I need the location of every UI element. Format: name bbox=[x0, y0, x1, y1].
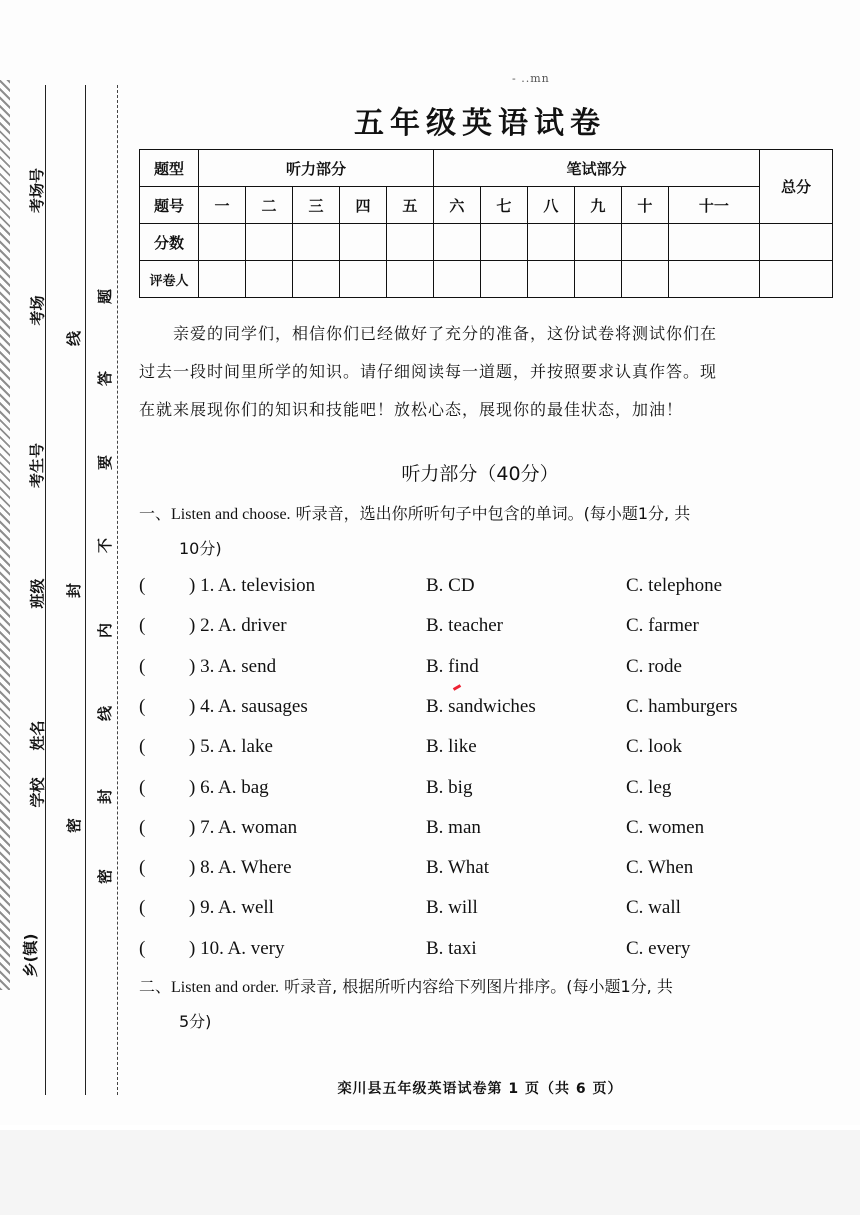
grader-cell[interactable] bbox=[245, 261, 292, 298]
seal-char-4: 不 bbox=[96, 537, 115, 554]
score-cell[interactable] bbox=[574, 224, 621, 261]
seal-char-3: 要 bbox=[96, 454, 115, 471]
question-row bbox=[139, 656, 839, 686]
intro-line-1: 亲爱的同学们，相信你们已经做好了充分的准备，这份试卷将测试你们在 bbox=[173, 324, 718, 343]
label-school: 学校 bbox=[28, 777, 47, 808]
cell-num-8: 八 bbox=[527, 187, 574, 224]
option-b: B. big bbox=[426, 776, 473, 798]
q2-english: Listen and order. bbox=[171, 979, 279, 996]
option-c: C. leg bbox=[626, 776, 672, 798]
cell-num-11: 十一 bbox=[668, 187, 759, 224]
score-cell[interactable] bbox=[668, 224, 759, 261]
binding-line-dashed bbox=[117, 85, 118, 1095]
question-row bbox=[139, 575, 839, 605]
score-cell[interactable] bbox=[760, 224, 833, 261]
score-cell[interactable] bbox=[621, 224, 668, 261]
q1-chinese: 听录音，选出你所听句子中包含的单词。(每小题1分, 共 bbox=[290, 504, 691, 523]
seal-char-8: 密 bbox=[96, 868, 115, 885]
score-cell[interactable] bbox=[527, 224, 574, 261]
question-2-heading bbox=[139, 970, 839, 1039]
option-c: C. When bbox=[626, 857, 694, 879]
answer-blank[interactable]: ( bbox=[139, 857, 146, 879]
grader-cell[interactable] bbox=[199, 261, 246, 298]
cell-num-3: 三 bbox=[292, 187, 339, 224]
label-candidate-no: 考生号 bbox=[28, 442, 47, 489]
score-cell[interactable] bbox=[292, 224, 339, 261]
cell-num-10: 十 bbox=[621, 187, 668, 224]
q1-prefix: 一、 bbox=[139, 504, 172, 523]
q2-chinese: 听录音, 根据所听内容给下列图片排序。(每小题1分, 共 bbox=[278, 977, 673, 996]
option-a: ) 8. A. Where bbox=[189, 857, 292, 879]
option-a: ) 3. A. send bbox=[189, 655, 277, 677]
label-exam-room: 考场 bbox=[28, 295, 47, 326]
label-town: 乡(镇) bbox=[21, 933, 40, 978]
seal-char-7: 封 bbox=[96, 788, 115, 805]
cell-number-label: 题号 bbox=[140, 187, 199, 224]
option-a: ) 7. A. woman bbox=[189, 816, 298, 838]
answer-blank[interactable]: ( bbox=[139, 655, 146, 677]
score-cell[interactable] bbox=[199, 224, 246, 261]
cell-num-2: 二 bbox=[245, 187, 292, 224]
question-row bbox=[139, 897, 839, 927]
bottom-margin bbox=[0, 1130, 860, 1215]
cell-num-7: 七 bbox=[480, 187, 527, 224]
seal-char-2: 答 bbox=[96, 370, 115, 387]
grader-cell[interactable] bbox=[574, 261, 621, 298]
question-row bbox=[139, 696, 839, 726]
answer-blank[interactable]: ( bbox=[139, 897, 146, 919]
cell-num-6: 六 bbox=[433, 187, 480, 224]
label-line: 线 bbox=[65, 330, 84, 347]
answer-blank[interactable]: ( bbox=[139, 736, 146, 758]
option-c: C. every bbox=[626, 937, 691, 959]
intro-line-3: 在就来展现你们的知识和技能吧！放松心态，展现你的最佳状态，加油！ bbox=[139, 400, 684, 419]
score-cell[interactable] bbox=[386, 224, 433, 261]
cell-total: 总分 bbox=[760, 150, 833, 224]
intro-line-2: 过去一段时间里所学的知识。请仔细阅读每一道题，并按照要求认真作答。现 bbox=[139, 362, 718, 381]
label-name: 姓名 bbox=[28, 720, 47, 751]
option-b: B. CD bbox=[426, 575, 475, 596]
answer-blank[interactable]: ( bbox=[139, 937, 146, 959]
cell-grader-label: 评卷人 bbox=[140, 261, 199, 298]
option-a: ) 2. A. driver bbox=[189, 615, 287, 637]
grader-cell[interactable] bbox=[480, 261, 527, 298]
option-b: B. like bbox=[426, 736, 477, 758]
cell-listening: 听力部分 bbox=[199, 150, 434, 187]
score-table bbox=[139, 149, 833, 298]
option-c: C. wall bbox=[626, 897, 681, 919]
option-a: ) 10. A. very bbox=[189, 937, 285, 959]
option-b: B. find bbox=[426, 655, 479, 677]
option-a: ) 5. A. lake bbox=[189, 736, 273, 758]
option-c: C. rode bbox=[626, 655, 682, 677]
seal-char-6: 线 bbox=[96, 705, 115, 722]
answer-blank[interactable]: ( bbox=[139, 816, 146, 838]
exam-title: 五年级英语试卷 bbox=[354, 106, 606, 141]
option-a: ) 4. A. sausages bbox=[189, 695, 308, 717]
question-row bbox=[139, 817, 839, 847]
question-row bbox=[139, 857, 839, 887]
cell-type-label: 题型 bbox=[140, 150, 199, 187]
question-row bbox=[139, 938, 839, 968]
cell-num-9: 九 bbox=[574, 187, 621, 224]
score-cell[interactable] bbox=[245, 224, 292, 261]
page-footer: 栾川县五年级英语试卷第 1 页（共 6 页） bbox=[337, 1081, 623, 1097]
option-c: C. hamburgers bbox=[626, 695, 738, 717]
cell-num-5: 五 bbox=[386, 187, 433, 224]
question-row bbox=[139, 615, 839, 645]
score-cell[interactable] bbox=[339, 224, 386, 261]
option-a: ) 1. A. television bbox=[189, 575, 316, 596]
intro-paragraph bbox=[139, 315, 839, 429]
option-c: C. women bbox=[626, 816, 705, 838]
grader-cell[interactable] bbox=[292, 261, 339, 298]
q1-continuation: 10分) bbox=[179, 539, 222, 558]
binding-line-middle bbox=[85, 85, 86, 1095]
option-b: B. man bbox=[426, 816, 481, 838]
label-seal: 封 bbox=[65, 582, 84, 599]
question-row bbox=[139, 736, 839, 766]
answer-blank[interactable]: ( bbox=[139, 776, 146, 798]
binding-zigzag bbox=[0, 80, 10, 990]
label-secret: 密 bbox=[65, 817, 84, 834]
option-b: B. will bbox=[426, 897, 478, 919]
header-scribble: - ..mn bbox=[512, 72, 550, 85]
seal-char-5: 内 bbox=[96, 622, 115, 639]
answer-blank[interactable]: ( bbox=[139, 695, 146, 717]
score-cell[interactable] bbox=[480, 224, 527, 261]
q1-english: Listen and choose. bbox=[171, 506, 291, 523]
grader-cell[interactable] bbox=[527, 261, 574, 298]
option-b: B. teacher bbox=[426, 615, 504, 637]
score-cell[interactable] bbox=[433, 224, 480, 261]
question-row bbox=[139, 777, 839, 807]
option-b: B. sandwiches bbox=[426, 695, 536, 717]
label-class: 班级 bbox=[28, 578, 47, 609]
grader-cell[interactable] bbox=[621, 261, 668, 298]
q2-prefix: 二、 bbox=[139, 977, 172, 996]
option-b: B. taxi bbox=[426, 937, 477, 959]
option-a: ) 6. A. bag bbox=[189, 776, 269, 798]
option-c: C. farmer bbox=[626, 615, 699, 637]
option-b: B. What bbox=[426, 857, 489, 879]
grader-cell[interactable] bbox=[339, 261, 386, 298]
q2-continuation: 5分) bbox=[179, 1012, 212, 1031]
seal-char-1: 题 bbox=[96, 288, 115, 305]
grader-cell[interactable] bbox=[668, 261, 759, 298]
cell-score-label: 分数 bbox=[140, 224, 199, 261]
option-c: C. look bbox=[626, 736, 682, 758]
option-a: ) 9. A. well bbox=[189, 897, 274, 919]
answer-blank[interactable]: ( bbox=[139, 615, 146, 637]
grader-cell[interactable] bbox=[433, 261, 480, 298]
section-title-listening: 听力部分（40分） bbox=[401, 463, 559, 485]
question-1-heading bbox=[139, 497, 839, 566]
answer-blank[interactable]: ( bbox=[139, 575, 146, 596]
cell-writing: 笔试部分 bbox=[433, 150, 759, 187]
grader-cell[interactable] bbox=[760, 261, 833, 298]
cell-num-4: 四 bbox=[339, 187, 386, 224]
cell-num-1: 一 bbox=[199, 187, 246, 224]
grader-cell[interactable] bbox=[386, 261, 433, 298]
label-exam-room-no: 考场号 bbox=[28, 167, 47, 214]
option-c: C. telephone bbox=[626, 575, 723, 596]
